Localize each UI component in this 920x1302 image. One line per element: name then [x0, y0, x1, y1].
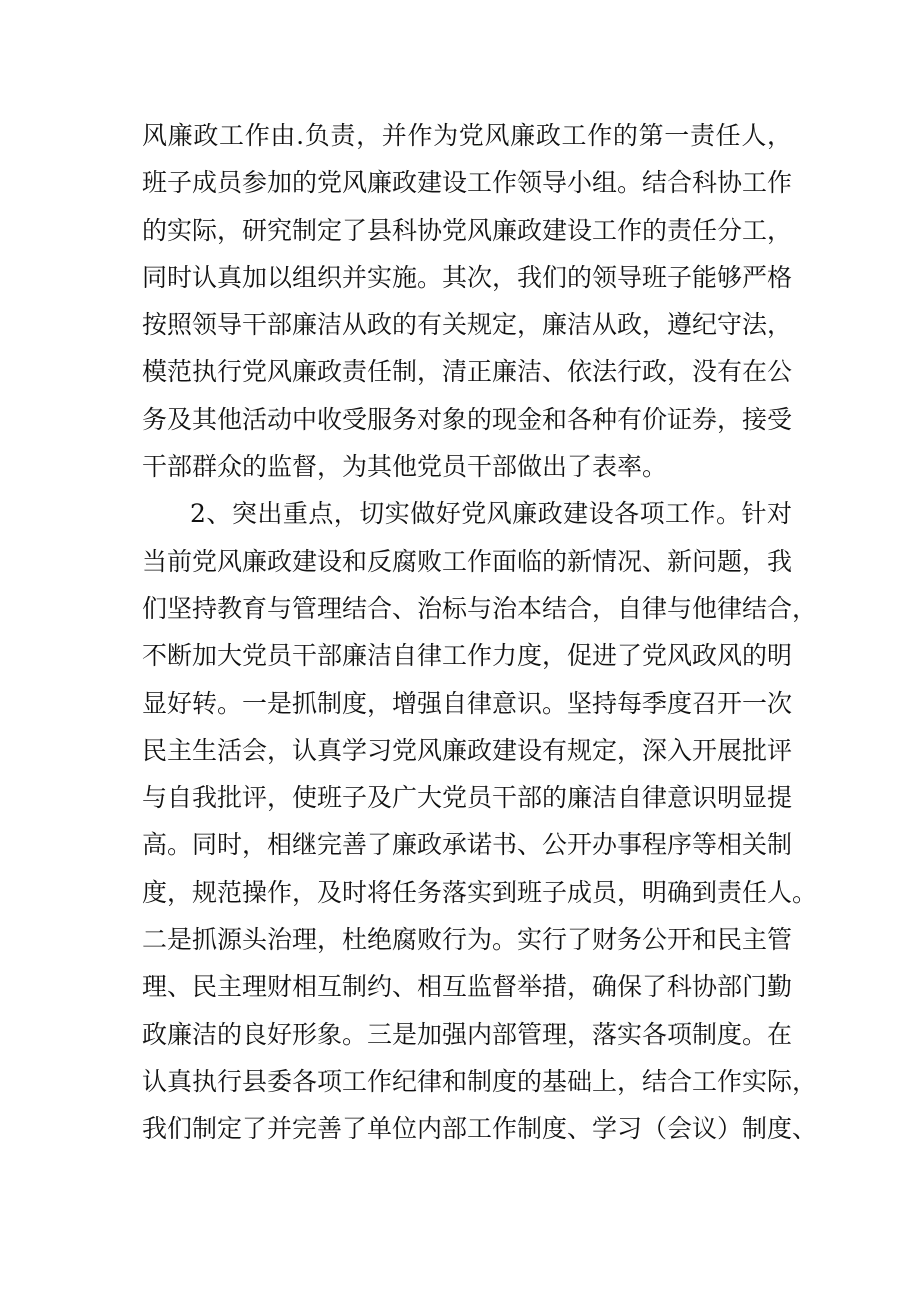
text-line: 显好转。一是抓制度，增强自律意识。坚持每季度召开一次	[142, 688, 793, 718]
text-line: 干部群众的监督，为其他党员干部做出了表率。	[142, 452, 668, 482]
body-text	[142, 112, 818, 1153]
text-line: 度，规范操作，及时将任务落实到班子成员，明确到责任人。	[142, 877, 818, 907]
text-line: 二是抓源头治理，杜绝腐败行为。实行了财务公开和民主管	[142, 925, 793, 955]
text-line: 不断加大党员干部廉洁自律工作力度，促进了党风政风的明	[142, 641, 793, 671]
text-line: 政廉洁的良好形象。三是加强内部管理，落实各项制度。在	[142, 1019, 793, 1049]
text-line: 的实际，研究制定了县科协党风廉政建设工作的责任分工，	[142, 215, 793, 245]
text-line: 务及其他活动中收受服务对象的现金和各种有价证券，接受	[142, 404, 793, 434]
text-line: 理、民主理财相互制约、相互监督举措，确保了科协部门勤	[142, 972, 793, 1002]
text-line: 与自我批评，使班子及广大党员干部的廉洁自律意识明显提	[142, 783, 793, 813]
text-line: 民主生活会，认真学习党风廉政建设有规定，深入开展批评	[142, 735, 793, 765]
text-line: 班子成员参加的党风廉政建设工作领导小组。结合科协工作	[142, 168, 793, 198]
paragraph-first-line: 2、突出重点，切实做好党风廉政建设各项工作。针对	[190, 499, 792, 529]
text-line: 们坚持教育与管理结合、治标与治本结合，自律与他律结合，	[142, 593, 818, 623]
text-line: 风廉政工作由.负责，并作为党风廉政工作的第一责任人，	[142, 121, 792, 150]
text-line: 按照领导干部廉洁从政的有关规定，廉洁从政，遵纪守法，	[142, 310, 793, 340]
text-line: 同时认真加以组织并实施。其次，我们的领导班子能够严格	[142, 262, 793, 292]
text-line: 我们制定了并完善了单位内部工作制度、学习（会议）制度、	[142, 1114, 818, 1144]
text-line: 高。同时，相继完善了廉政承诺书、公开办事程序等相关制	[142, 830, 793, 860]
text-line: 当前党风廉政建设和反腐败工作面临的新情况、新问题，我	[142, 546, 793, 576]
text-line: 认真执行县委各项工作纪律和制度的基础上，结合工作实际，	[142, 1066, 818, 1096]
text-line: 模范执行党风廉政责任制，清正廉洁、依法行政，没有在公	[142, 357, 793, 387]
